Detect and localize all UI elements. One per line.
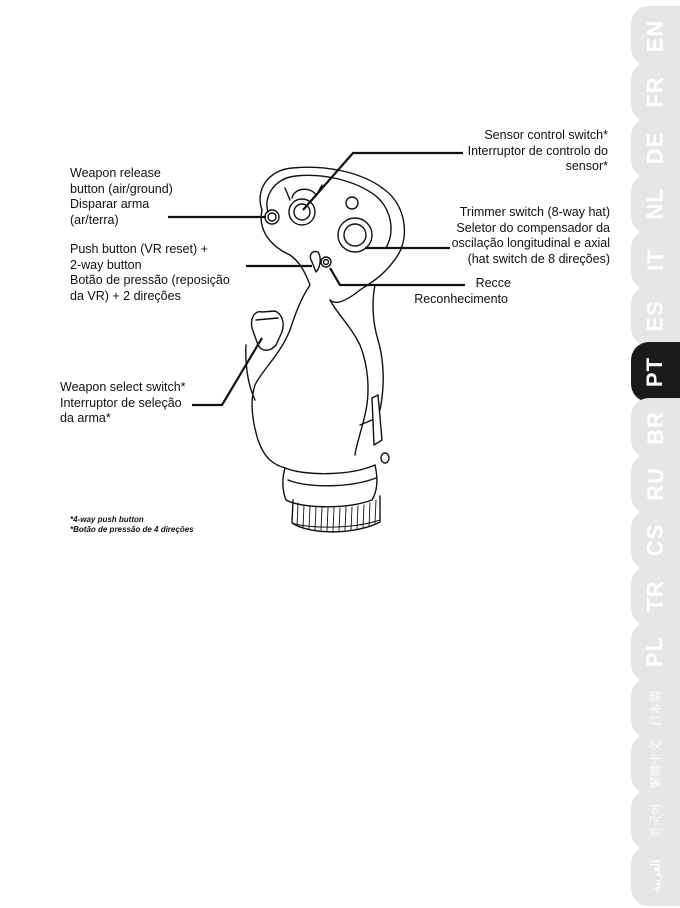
tab-label: RU (642, 467, 668, 501)
weapon-release-button (265, 210, 279, 224)
label-weapon-release (70, 166, 173, 228)
tab-ko[interactable] (631, 790, 680, 850)
tab-label: ES (642, 300, 668, 332)
label-push-button (70, 242, 230, 304)
tab-pt[interactable] (631, 342, 680, 402)
tab-it[interactable] (631, 230, 680, 290)
label-trimmer (452, 205, 610, 267)
tab-label: PL (642, 636, 668, 668)
tab-label: DE (642, 131, 668, 165)
tab-label: BR (642, 411, 668, 445)
footnote (70, 515, 194, 535)
label-recce (414, 276, 511, 307)
language-tabs (631, 0, 680, 908)
tab-en[interactable] (631, 6, 680, 66)
label-line: Botão de pressão (reposição (70, 273, 230, 287)
label-line: Seletor do compensador da (456, 220, 610, 235)
label-line: Sensor control switch* (484, 128, 608, 142)
footnote-line: *4-way push button (70, 515, 144, 524)
tab-ru[interactable] (631, 454, 680, 514)
push-button (310, 252, 320, 272)
tab-pl[interactable] (631, 622, 680, 682)
tab-cs[interactable] (631, 510, 680, 570)
tab-label: NL (642, 188, 668, 220)
tab-label: CS (642, 523, 668, 557)
grip-head-outline (260, 167, 404, 302)
label-line: Interruptor de controlo do (467, 143, 608, 158)
tab-de[interactable] (631, 118, 680, 178)
tab-label: FR (642, 76, 668, 108)
label-line: Recce (475, 276, 511, 290)
label-line: Trimmer switch (8-way hat) (459, 205, 610, 219)
label-line: Interruptor de seleção (60, 395, 182, 410)
tab-br[interactable] (631, 398, 680, 458)
tab-es[interactable] (631, 286, 680, 346)
tab-ja[interactable] (631, 678, 680, 738)
tab-label: 한국어 (649, 802, 663, 838)
label-line: da arma* (60, 411, 111, 425)
tab-zh[interactable] (631, 734, 680, 794)
recce-button (321, 257, 331, 267)
label-line: sensor* (565, 159, 608, 173)
label-line: oscilação longitudinal e axial (451, 236, 610, 250)
label-line: button (air/ground) (70, 181, 173, 196)
tab-label: PT (642, 356, 668, 388)
label-line: (ar/terra) (70, 212, 119, 227)
label-sensor-control (468, 128, 608, 175)
tab-label: العربية (648, 859, 663, 893)
leader-sensor-control (303, 153, 463, 210)
tab-tr[interactable] (631, 566, 680, 626)
tab-ar[interactable] (631, 846, 680, 906)
sensor-control-switch (289, 199, 315, 225)
tab-label: IT (642, 249, 668, 271)
tab-nl[interactable] (631, 174, 680, 234)
label-line: Weapon select switch* (60, 380, 186, 394)
leader-weapon-select (192, 338, 262, 405)
tab-label: EN (642, 19, 668, 53)
label-line: Disparar arma (70, 197, 150, 211)
tab-label: 繁體中文 (648, 739, 663, 789)
label-weapon-select (60, 380, 186, 427)
tab-label: TR (642, 580, 668, 612)
tab-fr[interactable] (631, 62, 680, 122)
label-line: 2-way button (70, 257, 142, 272)
label-line: (hat switch de 8 direções) (467, 251, 610, 266)
tab-label: 日本語 (648, 689, 663, 727)
label-line: Push button (VR reset) + (70, 242, 208, 256)
label-line: Weapon release (70, 166, 161, 180)
label-line: Reconhecimento (414, 291, 508, 306)
footnote-line: *Botão de pressão de 4 direções (70, 525, 194, 534)
trigger-outline (252, 311, 284, 350)
label-line: da VR) + 2 direções (70, 288, 181, 303)
